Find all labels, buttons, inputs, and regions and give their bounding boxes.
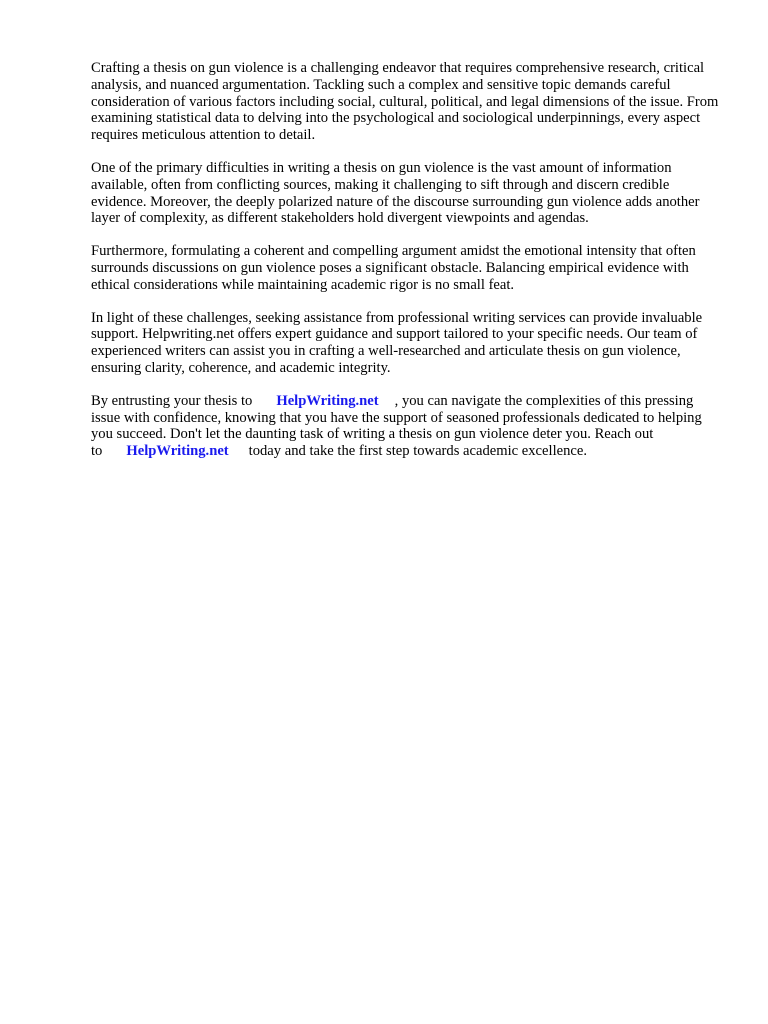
paragraph-assistance: In light of these challenges, seeking assistance from professional writing services can provide invaluable support. Helpwriting.net offers expert guidance and support tailored to your specific needs. Our team of experienced writers can assist you in crafting a well-researched and articulate thesis on gun violence, ensuring clarity, coherence, and academic integrity. — [91, 309, 703, 376]
paragraph-argument: Furthermore, formulating a coherent and compelling argument amidst the emotional intensity that often surrounds discussions on gun violence poses a significant obstacle. Balancing empirical evidence with ethical considerations while maintaining academic rigor is no small feat. — [91, 243, 696, 293]
document-body — [91, 60, 721, 476]
helpwriting-link-1[interactable]: HelpWriting.net — [276, 392, 379, 409]
paragraph-difficulties: One of the primary difficulties in writing a thesis on gun violence is the vast amount of information available, often from conflicting sources, making it challenging to sift through and discern credible evidence. Moreover, the deeply polarized nature of the discourse surrounding gun violence adds another layer of complexity, as different stakeholders hold divergent viewpoints and agendas. — [91, 159, 700, 227]
cta-text-end: today and take the first step towards academic excellence. — [248, 443, 587, 460]
paragraph-intro: Crafting a thesis on gun violence is a challenging endeavor that requires comprehensive research, critical analysis, and nuanced argumentation. Tackling such a complex and sensitive topic demands careful consideration of various factors including social, cultural, political, and legal dimensions of the issue. From examining statistical data to delving into the psychological and sociological underpinnings, every aspect requires meticulous attention to detail. — [91, 60, 719, 144]
helpwriting-link-2[interactable]: HelpWriting.net — [126, 443, 229, 460]
cta-text-middle: , you can navigate the complexities of this pressing issue with confidence, knowing that you have the support of seasoned professionals dedicated to helping you succeed. Don't let the daunting task of writing a thesis on gun violence deter you. Reach out to — [91, 392, 702, 460]
paragraph-call-to-action — [91, 393, 721, 460]
cta-text-before-link: By entrusting your thesis to — [91, 392, 253, 409]
